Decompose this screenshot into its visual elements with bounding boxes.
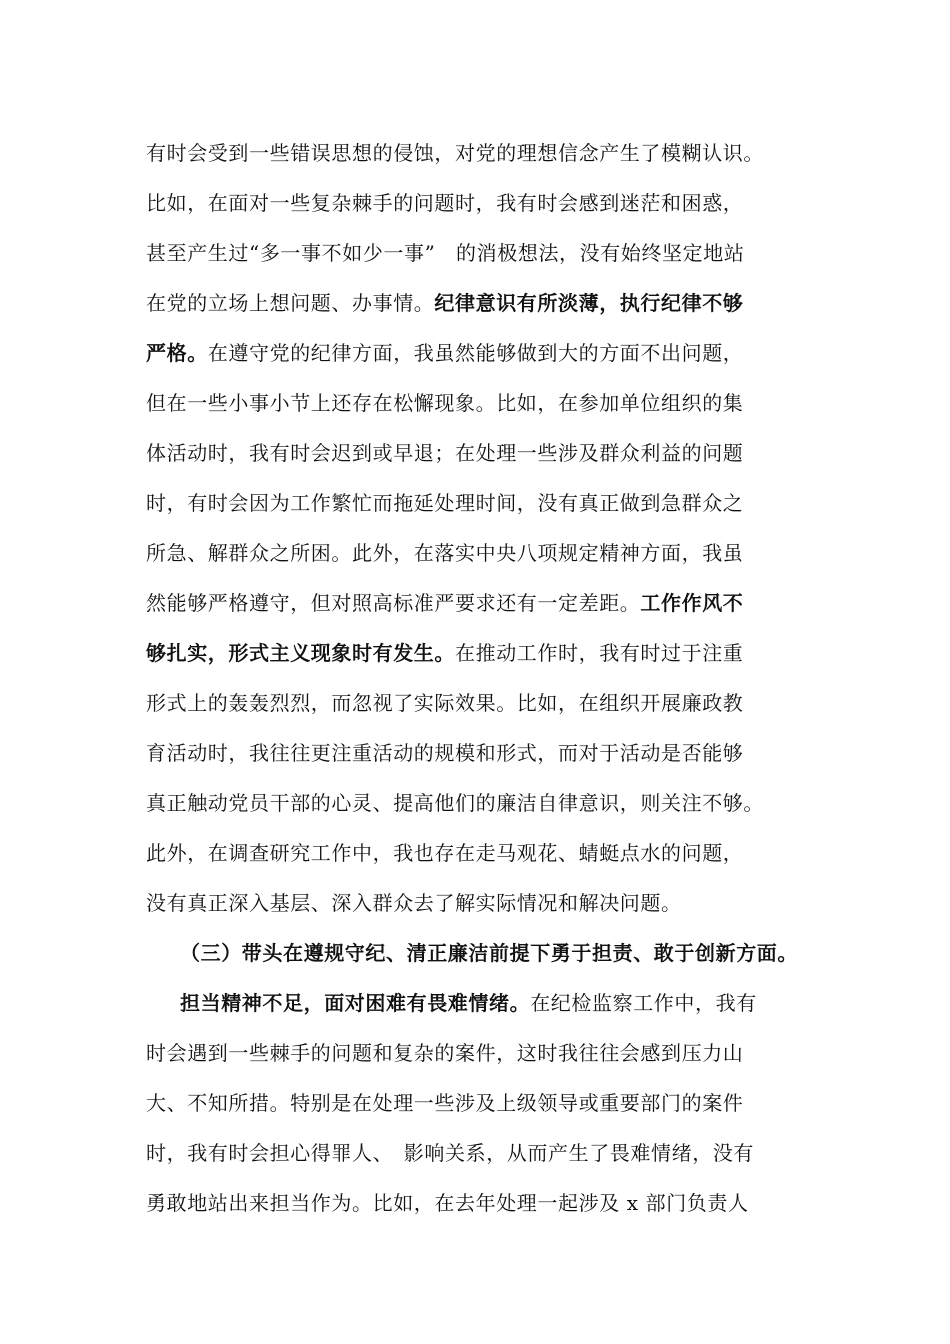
section-heading [180, 928, 860, 978]
text-run: 时，有时会因为工作繁忙而拖延处理时间，没有真正做到急群众之 [146, 491, 744, 515]
text-line-20 [146, 1078, 826, 1128]
bold-heading-run: 够扎实，形式主义现象时有发生。 [146, 641, 455, 665]
text-line-13 [146, 728, 826, 778]
text-run: 所急、解群众之所困。此外，在落实中央八项规定精神方面，我虽 [146, 541, 744, 565]
text-line-11 [146, 628, 826, 678]
text-line-1 [146, 128, 826, 178]
text-line-4 [146, 278, 826, 328]
text-run: 在推动工作时，我有时过于注重 [455, 641, 744, 665]
text-run: 真正触动党员干部的心灵、提高他们的廉洁自律意识，则关注不够。 [146, 791, 764, 815]
text-run: 甚至产生过“多一事不如少一事” 的消极想法，没有始终坚定地站 [146, 241, 745, 265]
text-run: 没有真正深入基层、深入群众去了解实际情况和解决问题。 [146, 891, 682, 915]
text-run: 此外，在调查研究工作中，我也存在走马观花、蜻蜓点水的问题， [146, 841, 744, 865]
text-run: 大、不知所措。特别是在处理一些涉及上级领导或重要部门的案件 [146, 1091, 744, 1115]
text-line-18 [180, 978, 860, 1028]
text-run: 在纪检监察工作中，我有 [530, 991, 757, 1015]
text-run: 时，我有时会担心得罪人、 影响关系，从而产生了畏难情绪，没有 [146, 1141, 754, 1165]
text-run: 有时会受到一些错误思想的侵蚀，对党的理想信念产生了模糊认识。 [146, 141, 764, 165]
text-line-21 [146, 1128, 826, 1178]
text-run: 在遵守党的纪律方面，我虽然能够做到大的方面不出问题， [207, 341, 744, 365]
text-run: 在党的立场上想问题、办事情。 [146, 291, 435, 315]
text-run: 形式上的轰轰烈烈，而忽视了实际效果。比如，在组织开展廉政教 [146, 691, 744, 715]
text-run: 但在一些小事小节上还存在松懈现象。比如，在参加单位组织的集 [146, 391, 744, 415]
text-line-12 [146, 678, 826, 728]
text-line-14 [146, 778, 826, 828]
text-line-7 [146, 428, 826, 478]
text-run: 育活动时，我往往更注重活动的规模和形式，而对于活动是否能够 [146, 741, 744, 765]
bold-heading-run: 严格。 [146, 341, 208, 365]
text-line-10 [146, 578, 826, 628]
bold-heading-run: 担当精神不足，面对困难有畏难情绪。 [180, 991, 531, 1015]
text-run: 比如，在面对一些复杂棘手的问题时，我有时会感到迷茫和困惑， [146, 191, 744, 215]
text-run: 体活动时，我有时会迟到或早退；在处理一些涉及群众利益的问题 [146, 441, 744, 465]
text-line-3 [146, 228, 826, 278]
text-run: 时会遇到一些棘手的问题和复杂的案件，这时我往往会感到压力山 [146, 1041, 744, 1065]
text-run: 勇敢地站出来担当作为。比如，在去年处理一起涉及 x 部门负责人 [146, 1191, 749, 1215]
text-line-22 [146, 1178, 826, 1228]
bold-heading-run: （三）带头在遵规守纪、清正廉洁前提下勇于担责、敢于创新方面。 [180, 941, 798, 965]
text-line-9 [146, 528, 826, 578]
bold-heading-run: 工作作风不 [640, 591, 744, 615]
text-line-15 [146, 828, 826, 878]
text-line-16 [146, 878, 826, 928]
bold-heading-run: 纪律意识有所淡薄，执行纪律不够 [434, 291, 744, 315]
text-run: 然能够严格遵守，但对照高标准严要求还有一定差距。 [146, 591, 641, 615]
text-line-5 [146, 328, 826, 378]
text-line-8 [146, 478, 826, 528]
text-line-2 [146, 178, 826, 228]
text-line-6 [146, 378, 826, 428]
text-line-19 [146, 1028, 826, 1078]
